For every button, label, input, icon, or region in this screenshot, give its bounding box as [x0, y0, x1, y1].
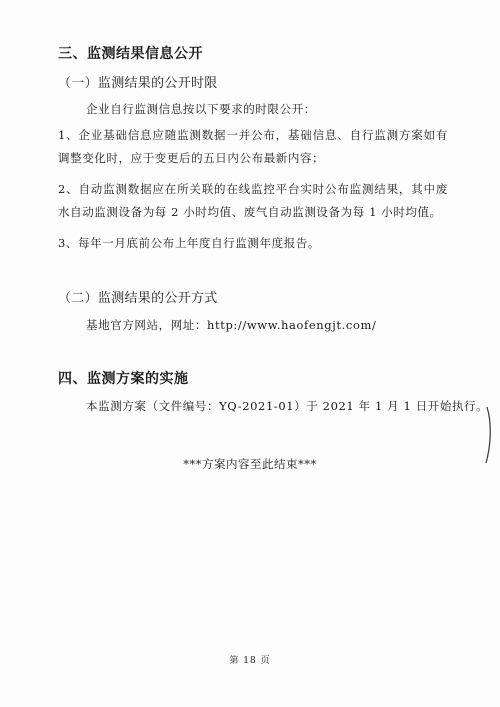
disclosure-item-2: 2、自动监测数据应在所关联的在线监控平台实时公布监测结果，其中废水自动监测设备为每 2 小时均值、废气自动监测设备为每 1 小时均值。: [58, 182, 448, 219]
end-of-document-note: ***方案内容至此结束***: [183, 457, 317, 471]
scan-binding-mark: [484, 405, 494, 465]
page-number: 第 18 页: [229, 656, 271, 666]
section-3-heading: 三、监测结果信息公开: [58, 46, 203, 62]
subsection-1-heading: （一）监测结果的公开时限: [58, 76, 218, 91]
official-website-line: 基地官方网站，网址：http://www.haofengjt.com/: [86, 318, 377, 332]
implementation-statement: 本监测方案（文件编号：YQ-2021-01）于 2021 年 1 月 1 日开始执行。: [86, 399, 489, 413]
disclosure-item-3: 3、每年一月底前公布上年度自行监测年度报告。: [58, 236, 321, 250]
disclosure-item-1: 1、企业基础信息应随监测数据一并公布，基础信息、自行监测方案如有调整变化时，应于变更后的五日内公布最新内容；: [58, 128, 448, 165]
section-4-heading: 四、监测方案的实施: [58, 371, 189, 387]
subsection-2-heading: （二）监测结果的公开方式: [58, 291, 218, 306]
subsection-1-intro: 企业自行监测信息按以下要求的时限公开：: [86, 102, 316, 116]
